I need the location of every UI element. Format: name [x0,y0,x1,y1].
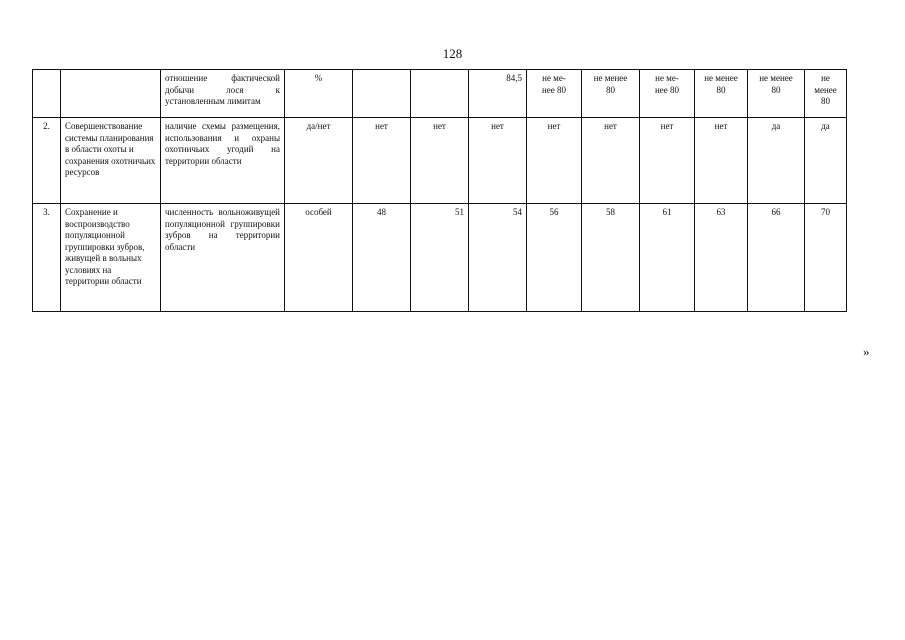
value-cell: нет [353,118,411,204]
value-cell: не менее 80 [805,70,847,118]
value-cell: не ме- нее 80 [640,70,695,118]
value-cell: да [805,118,847,204]
indicator-cell: наличие схемы размещения, использования и охраны охотничьих угодий на территории области [161,118,285,204]
indicator-cell: численность вольноживущей популяционной группировки зубров на территории области [161,204,285,312]
value-cell: нет [469,118,527,204]
value-cell: да [748,118,805,204]
value-cell: нет [695,118,748,204]
value-cell: 51 [411,204,469,312]
value-cell: не менее 80 [695,70,748,118]
goal-cell: Совершенствование системы планирования в области охоты и сохранения охотничьих ресурсов [61,118,161,204]
closing-quote-mark: » [863,344,870,359]
unit-cell: да/нет [285,118,353,204]
indicator-cell: отношение фактической добычи лося к установленным лимитам [161,70,285,118]
row-number [33,70,61,118]
value-cell: не менее 80 [748,70,805,118]
goal-cell [61,70,161,118]
goal-cell: Сохранение и воспроизводство популяционной группировки зубров, живущей в вольных условиях на территории области [61,204,161,312]
page-number: 128 [442,46,463,61]
value-cell: 84,5 [469,70,527,118]
value-cell: нет [527,118,582,204]
value-cell: не менее 80 [582,70,640,118]
table-row [33,204,847,312]
targets-table [32,69,847,312]
value-cell: 54 [469,204,527,312]
value-cell [353,70,411,118]
value-cell [411,70,469,118]
unit-cell: % [285,70,353,118]
table-row [33,70,847,118]
value-cell: 48 [353,204,411,312]
value-cell: 61 [640,204,695,312]
row-number: 2. [33,118,61,204]
unit-cell: особей [285,204,353,312]
row-number: 3. [33,204,61,312]
value-cell: нет [411,118,469,204]
value-cell: 66 [748,204,805,312]
value-cell: нет [582,118,640,204]
value-cell: не ме- нее 80 [527,70,582,118]
value-cell: нет [640,118,695,204]
table-row [33,118,847,204]
value-cell: 56 [527,204,582,312]
value-cell: 70 [805,204,847,312]
value-cell: 63 [695,204,748,312]
value-cell: 58 [582,204,640,312]
